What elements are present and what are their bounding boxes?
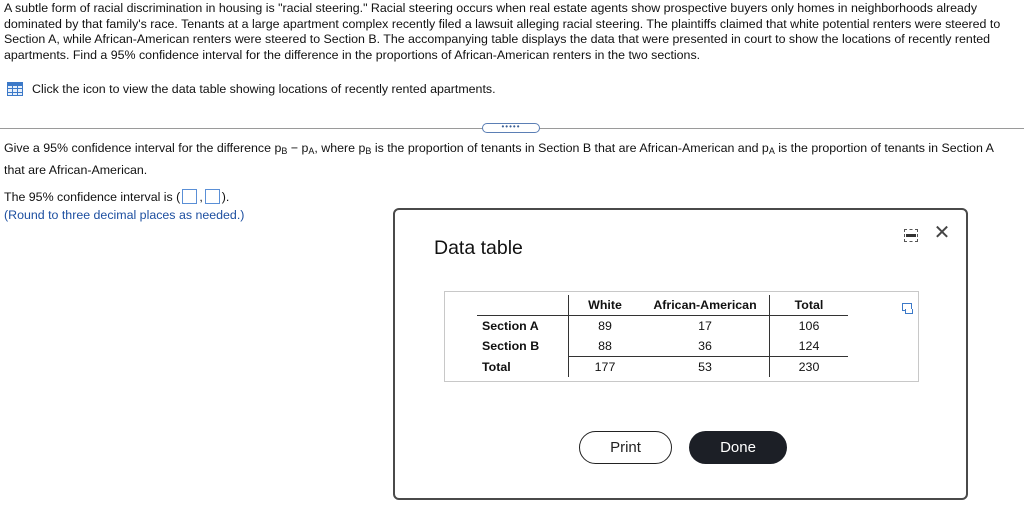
minimize-icon[interactable] [904,229,918,242]
row-label: Section A [482,319,539,333]
row-label: Section B [482,339,540,354]
question-part: , where p [314,141,366,155]
data-table-link-label[interactable]: Click the icon to view the data table showing locations of recently rented apartments. [32,82,496,96]
expand-handle[interactable]: ••••• [482,123,540,133]
copy-icon[interactable] [902,303,912,311]
table-row [477,357,848,378]
answer-separator: , [199,189,203,204]
subscript-a: A [308,146,315,156]
row-label: Total [482,359,511,374]
rounding-note: (Round to three decimal places as needed.) [4,208,245,222]
table-frame [444,291,919,382]
table-icon[interactable] [7,82,23,96]
cell-white: 177 [569,357,642,378]
question-text [4,139,1004,180]
column-header-total: Total [770,295,849,316]
problem-statement: A subtle form of racial discrimination in housing is "racial steering." Racial steering occurs when real estate agents show prospective buyers only homes in neighborhoods already dominated by that family's race. Tenants at a large apartment complex recently filed a lawsuit alleging racial steering. The plaintiffs claimed that white potential renters were steered to Section A, while African-American renters were steered to Section B. The accompanying table displays the data that were presented in court to show the locations of recently rented apartments. Find a 95% confidence interval for the difference in the proportions of African-American renters in the two sections. [4,1,1001,62]
cell-african-american: 53 [641,357,770,378]
table-row [477,316,848,337]
data-table-link[interactable] [7,81,496,97]
question-part: is the proportion of tenants in Section B that are African-American and p [371,141,769,155]
data-table-dialog [393,208,968,500]
upper-bound-input[interactable] [205,189,220,204]
answer-prefix: The 95% confidence interval is ( [4,189,181,204]
minimize-button[interactable] [901,226,921,244]
table-row [477,336,848,357]
subscript-b: B [281,146,288,156]
cell-total: 230 [798,360,820,374]
data-table [477,295,848,377]
column-header-white: White [569,295,642,316]
cell-total: 106 [798,319,820,333]
lower-bound-input[interactable] [182,189,197,204]
answer-line [4,189,229,204]
table-corner-header [477,295,569,316]
cell-total: 124 [770,336,849,357]
question-part: − p [287,141,309,155]
cell-white: 89 [569,316,642,337]
subscript-b: B [365,146,372,156]
question-part: is the proportion of tenants in Section A that are African-American. [4,141,994,177]
answer-suffix: ). [221,189,230,204]
question-part: Give a 95% confidence interval for the difference p [4,141,282,155]
dialog-title: Data table [434,237,523,259]
column-header-african-american: African-American [641,295,770,316]
subscript-a: A [768,146,775,156]
print-button[interactable]: Print [579,431,672,464]
cell-african-american: 36 [641,336,770,357]
cell-white: 88 [569,336,642,357]
cell-african-american: 17 [641,316,770,337]
close-icon[interactable]: ✕ [933,222,951,244]
done-button[interactable]: Done [689,431,787,464]
